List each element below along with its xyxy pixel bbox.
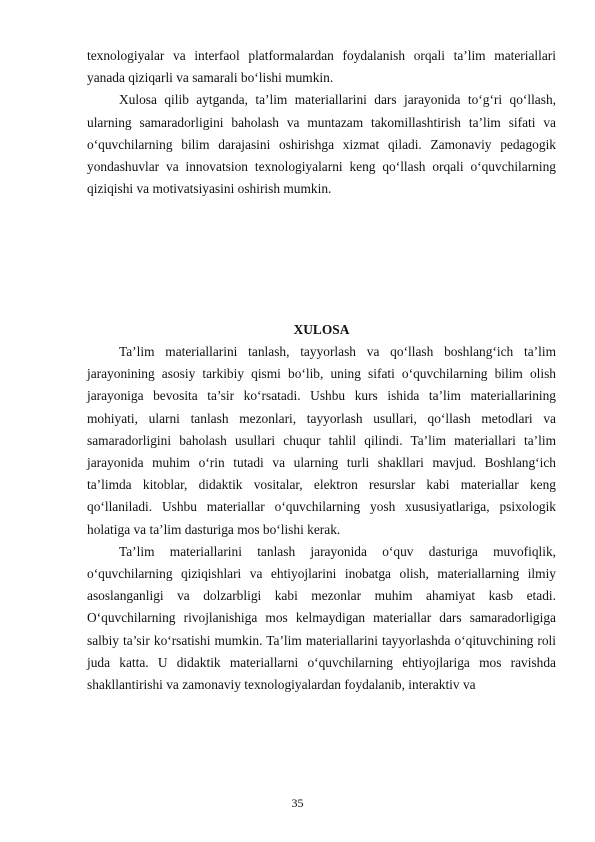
top-text-block [87, 45, 556, 200]
paragraph-continuation: texnologiyalar va interfaol platformalardan foydalanish orqali ta’lim materiallari yanada qiziqarli va samarali bo‘lishi mumkin. [87, 48, 556, 86]
paragraph-conclusion-1: Ta’lim materiallarini tanlash, tayyorlash va qo‘llash boshlang‘ich ta’lim jarayonining asosiy tarkibiy qismi bo‘lib, uning sifati o‘quvchilarning bilim olish jarayoniga bevosita ta’sir ko‘rsatadi. Ushbu kurs ishida ta’lim materiallarining mohiyati, ularni tanlash mezonlari, tayyorlash usullari, qo‘llash metodlari va samaradorligini baholash usullari chuqur tahlil qilindi. Ta’lim materiallari ta’lim jarayonida muhim o‘rin tutadi va ularning turli shakllari mavjud. Boshlang‘ich ta’limda kitoblar, didaktik vositalar, elektron resurslar kabi materiallar keng qo‘llaniladi. Ushbu materiallar o‘quvchilarning yosh xususiyatlariga, psixologik holatiga va ta’lim dasturiga mos bo‘lishi kerak. [87, 344, 556, 537]
page-number: 35 [291, 796, 304, 810]
paragraph-conclusion-2: Ta’lim materiallarini tanlash jarayonida o‘quv dasturiga muvofiqlik, o‘quvchilarning qiziqishlari va ehtiyojlarini inobatga olish, materiallarning ilmiy asoslanganligi va dolzarbligi kabi mezonlar muhim ahamiyat kasb etadi. O‘quvchilarning rivojlanishiga mos kelmaydigan materiallar dars samaradorligiga salbiy ta’sir ko‘rsatishi mumkin. Ta’lim materiallarini tayyorlashda o‘qituvchining roli juda katta. U didaktik materiallarni o‘quvchilarning ehtiyojlariga mos ravishda shakllantirishi va zamonaviy texnologiyalardan foydalanib, interaktiv va [87, 543, 556, 693]
conclusion-text-block [87, 341, 556, 696]
section-title: XULOSA [293, 322, 350, 337]
paragraph-summary: Xulosa qilib aytganda, ta’lim materiallarini dars jarayonida to‘g‘ri qo‘llash, ularning samaradorligini baholash va muntazam takomillashtirish ta’lim sifati va o‘quvchilarning bilim darajasini oshirishga xizmat qiladi. Zamonaviy pedagogik yondashuvlar va innovatsion texnologiyalarni keng qo‘llash orqali o‘quvchilarning qiziqishi va motivatsiyasini oshirish mumkin. [87, 92, 556, 197]
